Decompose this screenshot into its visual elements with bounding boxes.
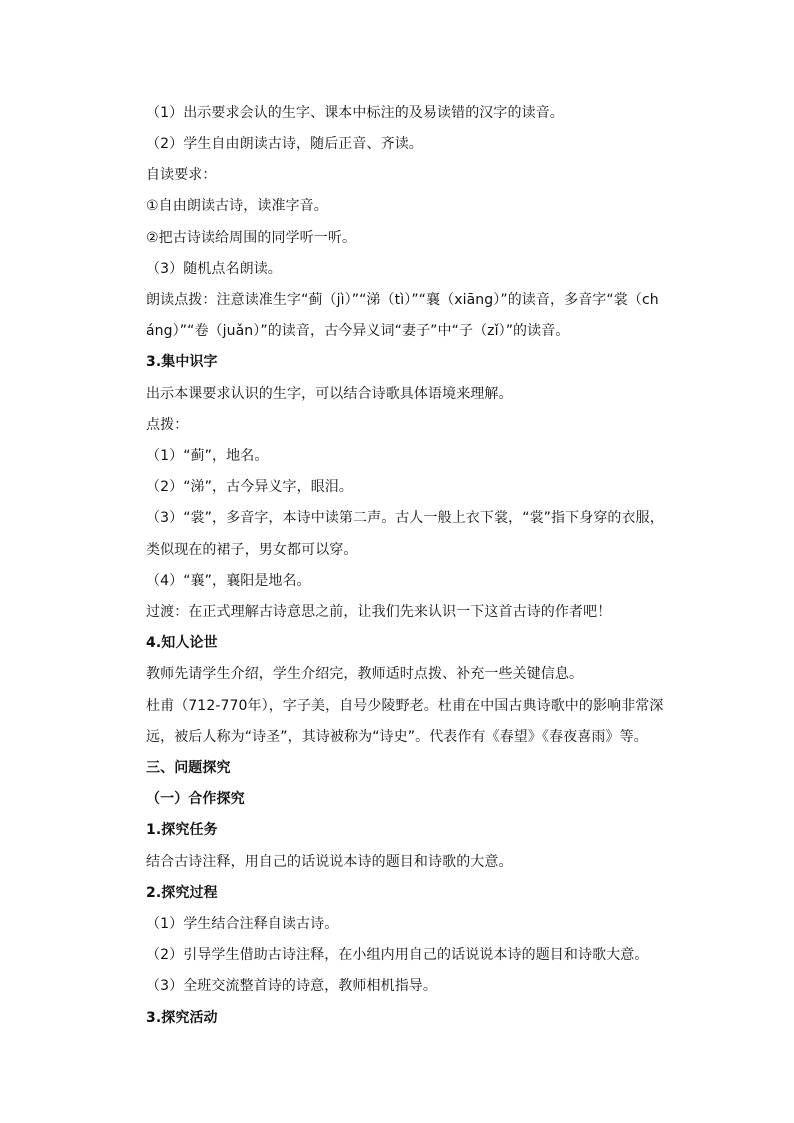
section-heading: 4.知人论世 <box>146 635 218 651</box>
paragraph-line: 类似现在的裙子，男女都可以穿。 <box>146 542 358 558</box>
paragraph-line: ②把古诗读给周围的同学听一听。 <box>146 230 357 246</box>
paragraph-line: （3）“裳”，多音字，本诗中读第二声。古人一般上衣下裳，“裳”指下身穿的衣服， <box>146 510 664 526</box>
paragraph-line: 点拨： <box>146 417 189 433</box>
paragraph-line: 杜甫（712-770年），字子美，自号少陵野老。杜甫在中国古典诗歌中的影响非常深 <box>146 698 664 714</box>
paragraph-line: （2）学生自由朗读古诗，随后正音、齐读。 <box>146 136 423 152</box>
section-heading: 1.探究任务 <box>146 822 218 838</box>
paragraph-line: áng）”“卷（juǎn）”的读音，古今异义词“妻子”中“子（zǐ）”的读音。 <box>146 323 570 339</box>
paragraph-line: （2）引导学生借助古诗注释，在小组内用自己的话说说本诗的题目和诗歌大意。 <box>146 947 649 963</box>
paragraph-line: 朗读点拨：注意读准生字“蓟（jì）”“涕（tì）”“襄（xiāng）”的读音，多音字“裳（ch <box>146 292 659 308</box>
section-heading: 3.集中识字 <box>146 354 218 370</box>
paragraph-line: （4）“襄”，襄阳是地名。 <box>146 573 311 589</box>
paragraph-line: （1）“蓟”，地名。 <box>146 448 269 464</box>
paragraph-line: 结合古诗注释，用自己的话说说本诗的题目和诗歌的大意。 <box>146 854 513 870</box>
paragraph-line: ①自由朗读古诗，读准字音。 <box>146 198 328 214</box>
section-heading: 2.探究过程 <box>146 885 218 901</box>
paragraph-line: （1）学生结合注释自读古诗。 <box>146 916 339 932</box>
paragraph-line: 过渡：在正式理解古诗意思之前，让我们先来认识一下这首古诗的作者吧！ <box>146 604 612 620</box>
paragraph-line: （3）全班交流整首诗的诗意，教师相机指导。 <box>146 978 438 994</box>
section-heading: 3.探究活动 <box>146 1010 218 1026</box>
paragraph-line: （2）“涕”，古今异义字，眼泪。 <box>146 479 354 495</box>
paragraph-line: 远，被后人称为“诗圣”，其诗被称为“诗史”。代表作有《春望》《春夜喜雨》等。 <box>146 729 648 745</box>
paragraph-line: （1）出示要求会认的生字、课本中标注的及易读错的汉字的读音。 <box>146 105 564 121</box>
section-heading: 三、问题探究 <box>146 760 231 776</box>
paragraph-line: （3）随机点名朗读。 <box>146 261 282 277</box>
paragraph-line: 自读要求： <box>146 167 217 183</box>
paragraph-line: 教师先请学生介绍，学生介绍完，教师适时点拨、补充一些关键信息。 <box>146 666 584 682</box>
paragraph-line: 出示本课要求认识的生字，可以结合诗歌具体语境来理解。 <box>146 386 513 402</box>
subsection-heading: （一）合作探究 <box>146 791 245 807</box>
